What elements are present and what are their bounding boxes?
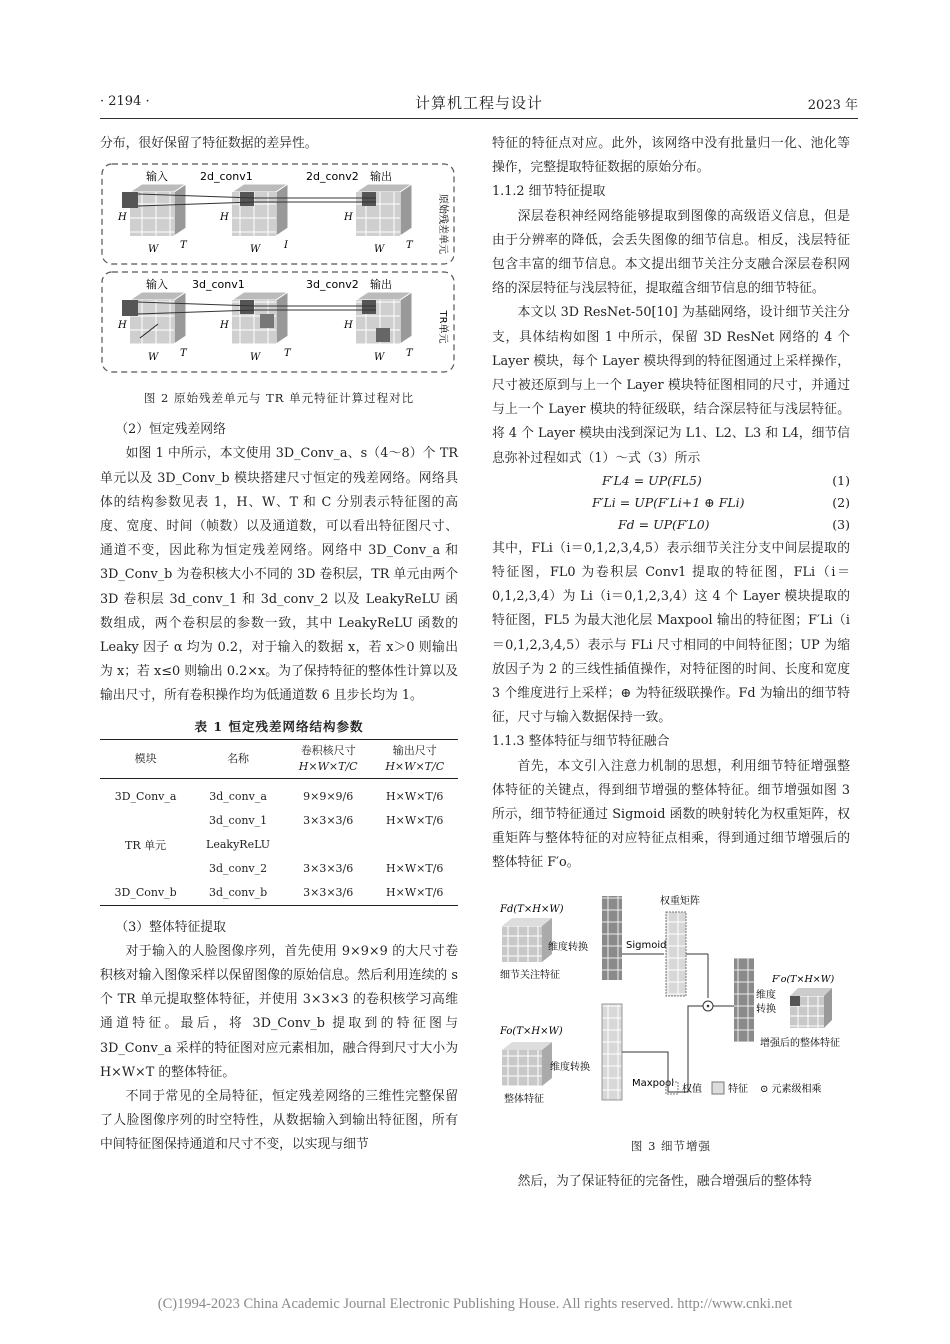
- legend-multiply: ⊙ 元素级相乘: [760, 1083, 822, 1095]
- table-cell: H×W×T/6: [386, 862, 444, 876]
- paragraph: 分布，很好保留了特征数据的差异性。: [100, 136, 318, 151]
- fig2-w-label: W: [250, 244, 261, 256]
- paragraph: 不同于常见的全局特征，恒定残差网络的三维性完整保留了人脸图像序列的时空特性，从数据输入到输出特征图，所有中间特征图保持通道和尺寸不变，以实现与细节: [100, 1089, 458, 1153]
- table-cell: 3d_conv_b: [191, 881, 285, 906]
- fo-label: Fo(T×H×W): [500, 1025, 563, 1037]
- whole-feature-cube: [502, 1042, 552, 1086]
- detail-feature-cube: [502, 918, 552, 962]
- fd-label: Fd(T×H×W): [500, 903, 564, 915]
- fig2-w-label: W: [374, 244, 385, 256]
- whole-vector: [602, 1004, 622, 1100]
- weight-vector: [666, 912, 686, 996]
- table-cell: [285, 833, 372, 857]
- table-header: [371, 739, 458, 778]
- figure-2-caption: 图 2 原始残差单元与 TR 单元特征计算过程对比: [143, 391, 415, 406]
- section-heading: 1.1.2 细节特征提取: [492, 184, 606, 200]
- fig2-h-label: H: [220, 320, 229, 332]
- copyright-footer: (C)1994-2023 China Academic Journal Electronic Publishing House. All rights reserved. http://www.cnki.net: [157, 1296, 793, 1312]
- year: 2023 年: [807, 98, 858, 113]
- dim-transform-label: 转换: [756, 1003, 776, 1015]
- dim-transform-label: 维度转换: [550, 1061, 590, 1073]
- fig2-bot-cube-mid: [232, 292, 288, 344]
- fig2-t-label: T: [406, 240, 413, 252]
- table-row: [100, 833, 458, 857]
- fig2-top-cube-input: [122, 184, 186, 236]
- fig2-bot-conv2-label: 3d_conv2: [306, 278, 359, 292]
- section-heading: （2）恒定残差网络: [115, 422, 226, 438]
- table-row: [100, 857, 458, 881]
- section-heading: （3）整体特征提取: [115, 919, 226, 935]
- fig2-h-label: H: [344, 212, 353, 224]
- paragraph: 深层卷积神经网络能够提取到图像的高级语义信息，但是由于分辨率的降低，会丢失图像的细节信息。相反，浅层特征包含丰富的细节信息。本文提出细节关注分支融合深层卷积网络的深层特征与浅层特征，提取蕴含细节信息的细节特征。: [492, 208, 850, 297]
- fig2-w-label: W: [374, 352, 385, 364]
- table-cell: 3d_conv_a: [209, 790, 267, 804]
- fig2-h-label: H: [344, 320, 353, 332]
- fig2-w-label: W: [250, 352, 261, 364]
- fig2-h-label: H: [118, 320, 127, 332]
- table-cell: H×W×T/6: [371, 881, 458, 906]
- fig2-t-label: T: [406, 348, 413, 360]
- table-row: [100, 809, 458, 833]
- fig2-top-cube-mid: [232, 184, 288, 236]
- fig2-w-label: W: [148, 244, 159, 256]
- table-cell: [371, 833, 458, 857]
- detail-vector: [602, 896, 622, 980]
- paragraph: 本文以 3D ResNet-50[10] 为基础网络，设计细节关注分支，具体结构如图 1 中所示，保留 3D ResNet 网络的 4 个 Layer 模块，每个 Layer 模块得到的特征图通过上采样操作，尺寸被还原到与上一个 Layer 模块特征图相同的尺寸，并通过与上一个 Layer 模块的特征级联，结合深层特征与浅层特征。将 4 个 Layer 模块由浅到深记为 L1、L2、L3 和 L4，细节信息弥补过程如式（1）～式（3）所示: [492, 305, 850, 466]
- legend-feature: 特征: [728, 1083, 748, 1095]
- dim-transform-label: 维度: [756, 989, 776, 1001]
- paragraph: 其中，FLi（i＝0,1,2,3,4,5）表示细节关注分支中间层提取的特征图，FL0 为卷积层 Conv1 提取的特征图，FLi（i＝0,1,2,3,4）为 Li（i＝0,1,2,3,4）这 4 个 Layer 模块提取的特征图，FL5 为最大池化层 Maxpool 输出的特征图；F′Li（i＝0,1,2,3,4,5）表示与 FLi 尺寸相同的中间特征图；UP 为缩放因子为 2 的三线性插值操作，对特征图的时间、长度和宽度 3 个维度进行上采样；⊕ 为特征级联操作。Fd 为输出的细节特征，尺寸与输入数据保持一致。: [492, 540, 850, 726]
- equation-text: Fd = UP(F′L0): [618, 516, 710, 532]
- detail-feature-label: 细节关注特征: [500, 969, 560, 981]
- equation-2: [492, 493, 850, 515]
- equation-text: F′L4 = UP(FL5): [602, 472, 702, 488]
- fig2-bot-output-label: 输出: [370, 278, 392, 292]
- figure-3: [498, 886, 853, 1122]
- fig2-top-cube-output: [356, 184, 412, 236]
- dim-transform-label: 维度转换: [548, 941, 588, 953]
- table-header-line: H×W×T/C: [298, 759, 358, 773]
- journal-title: 计算机工程与设计: [414, 94, 543, 112]
- table-header: 模块: [100, 739, 191, 778]
- equation-3: [492, 515, 850, 537]
- table-header-line: H×W×T/C: [385, 759, 445, 773]
- fig2-i-label: I: [284, 240, 288, 252]
- table-cell: 3d_conv_1: [209, 814, 268, 828]
- table-1-caption: 表 1 恒定残差网络结构参数: [194, 718, 364, 734]
- fig2-t-label: T: [180, 240, 187, 252]
- paragraph: 首先，本文引入注意力机制的思想，利用细节特征增强整体特征的关键点，得到细节增强的整体特征。细节增强如图 3 所示，细节特征通过 Sigmoid 函数的映射转化为权重矩阵，权重矩阵与整体特征的对应特征点相乘，得到通过细节增强后的整体特征 F′o。: [492, 758, 850, 871]
- figure-3-caption: 图 3 细节增强: [630, 1138, 712, 1153]
- table-1: [100, 739, 458, 906]
- whole-feature-label: 整体特征: [504, 1093, 544, 1105]
- table-cell: 9×9×9/6: [303, 790, 354, 804]
- enhanced-vector: [734, 958, 754, 1042]
- table-cell: H×W×T/6: [386, 790, 444, 804]
- fig2-bot-conv1-label: 3d_conv1: [192, 278, 245, 292]
- equation-number: (3): [832, 516, 850, 532]
- fig2-top-conv1-label: 2d_conv1: [200, 170, 253, 184]
- equation-number: (2): [832, 494, 850, 510]
- table-cell: 3×3×3/6: [285, 881, 372, 906]
- fig2-bot-side-label: TR单元: [437, 310, 448, 344]
- paragraph: 如图 1 中所示，本文使用 3D_Conv_a、s（4～8）个 TR 单元以及 3D_Conv_b 模块搭建尺寸恒定的残差网络。网络具体的结构参数见表 1，H、W、T 和 C 分别表示特征图的高度、宽度、时间（帧数）以及通道数，可以看出特征图尺寸、通道不变，因此称为恒定残差网络。网络中 3D_Conv_a 和 3D_Conv_b 为卷积核大小不同的 3D 卷积层，TR 单元由两个 3D 卷积层 3d_conv_1 和 3d_conv_2 以及 LeakyReLU 函数组成，两个卷积层的参数一致，其中 LeakyReLU 函数的 Leaky 因子 α 均为 0.2，对于输入的数据 x，若 x＞0 则输出为 x；若 x≤0 则输出 0.2×x。为了保持特征的整体性计算以及输出尺寸，所有卷积操作均为低通道数 6 且步长均为 1。: [100, 446, 458, 704]
- table-header-line: 卷积核尺寸: [300, 743, 356, 757]
- fig2-bot-cube-output: [356, 292, 412, 344]
- table-cell: LeakyReLU: [206, 838, 271, 852]
- fig2-h-label: H: [220, 212, 229, 224]
- table-header: 名称: [191, 739, 285, 778]
- maxpool-label: Maxpool: [632, 1077, 675, 1089]
- sigmoid-label: Sigmoid: [626, 939, 667, 951]
- table-cell: TR 单元: [125, 838, 167, 852]
- legend-feature-icon: [712, 1082, 724, 1094]
- table-header: [285, 739, 372, 778]
- fig2-top-side-label: 原始残差单元: [437, 194, 448, 255]
- left-column: [100, 132, 458, 1158]
- fig2-bot-cube-input: [122, 292, 186, 344]
- table-cell: 3d_conv_2: [209, 862, 268, 876]
- page-number: · 2194 ·: [100, 94, 150, 109]
- fig2-t-label: T: [180, 348, 187, 360]
- fig2-top-conv2-label: 2d_conv2: [306, 170, 359, 184]
- fig2-h-label: H: [118, 212, 127, 224]
- table-cell: 3×3×3/6: [303, 862, 354, 876]
- paragraph: 然后，为了保证特征的完备性，融合增强后的整体特: [517, 1173, 812, 1189]
- table-cell: 3×3×3/6: [303, 814, 354, 828]
- figure-2: [100, 162, 458, 378]
- table-row: [100, 881, 458, 906]
- enhanced-feature-cube: [790, 988, 832, 1028]
- paragraph: 对于输入的人脸图像序列，首先使用 9×9×9 的大尺寸卷积核对输入图像采样以保留图像的原始信息。然后利用连续的 s 个 TR 单元提取整体特征，并使用 3×3×3 的卷积核学习高维通道特征。最后，将 3D_Conv_b 提取到的特征图与 3D_Conv_a 采样的特征图对应元素相加，融合得到尺寸大小为 H×W×T 的整体特征。: [100, 943, 458, 1080]
- fo-enhanced-label: F′o(T×H×W): [772, 973, 835, 985]
- fig2-bot-input-label: 输入: [146, 278, 168, 292]
- page-header: [100, 92, 858, 119]
- fig2-t-label: T: [284, 348, 291, 360]
- table-cell: 3D_Conv_b: [100, 881, 191, 906]
- fig2-top-input-label: 输入: [146, 170, 168, 184]
- enhanced-feature-label: 增强后的整体特征: [760, 1037, 840, 1049]
- table-header-line: 输出尺寸: [392, 743, 437, 757]
- equation-text: F′Li = UP(F′Li+1 ⊕ FLi): [592, 494, 745, 510]
- section-heading: 1.1.3 整体特征与细节特征融合: [492, 734, 670, 750]
- right-column: [492, 132, 850, 1194]
- table-cell: H×W×T/6: [386, 814, 444, 828]
- equation-1: [492, 471, 850, 493]
- legend-weight: 权值: [682, 1083, 702, 1095]
- table-cell: [100, 809, 191, 833]
- paragraph: 特征的特征点对应。此外，该网络中没有批量归一化、池化等操作，完整提取特征数据的原始分布。: [492, 136, 850, 176]
- weight-matrix-label: 权重矩阵: [660, 895, 700, 907]
- fig2-w-label: W: [148, 352, 159, 364]
- table-row: [100, 785, 458, 809]
- table-cell: 3D_Conv_a: [114, 790, 177, 804]
- equation-number: (1): [832, 472, 850, 488]
- fig2-top-output-label: 输出: [370, 170, 392, 184]
- table-cell: [100, 857, 191, 881]
